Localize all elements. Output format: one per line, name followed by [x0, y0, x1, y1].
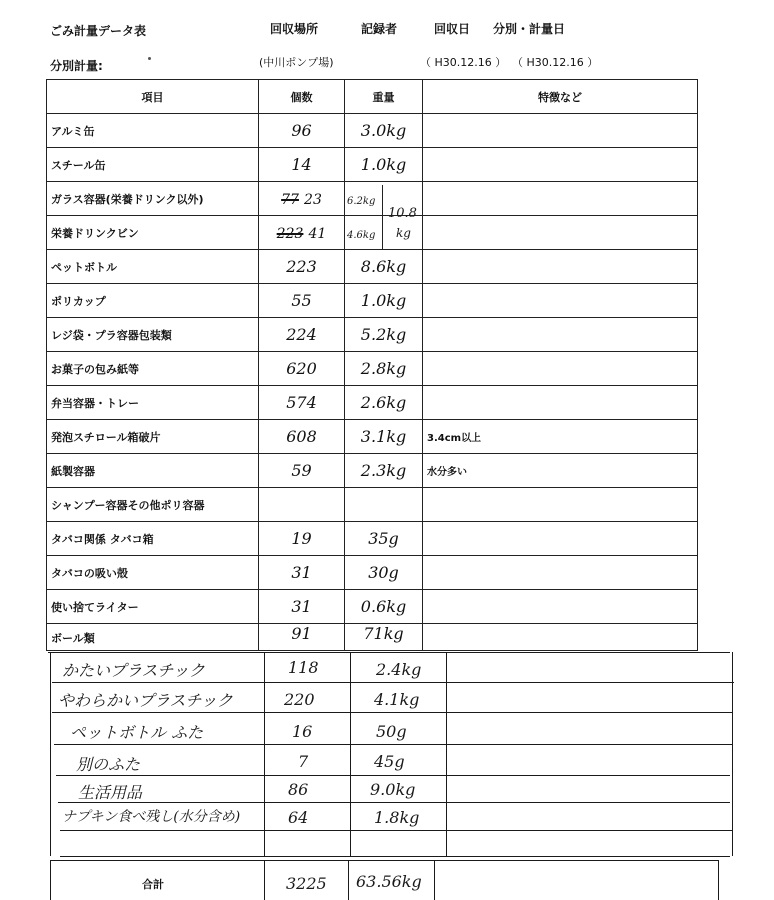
form-title: ごみ計量データ表: [50, 24, 147, 38]
row-weight: [345, 488, 423, 522]
hw-row-count: 16: [292, 722, 313, 741]
table-row: [47, 454, 698, 488]
table-row: [47, 522, 698, 556]
row-count: 620: [259, 352, 345, 386]
table-row: [47, 624, 698, 651]
row-note: 水分多い: [423, 454, 698, 488]
row-weight: 2.6kg: [345, 386, 423, 420]
row-count: 19: [259, 522, 345, 556]
row-weight: 2.8kg: [345, 352, 423, 386]
glass-total-value: 10.8: [388, 206, 417, 221]
collection-date-label: 回収日: [434, 22, 471, 36]
row-note: [423, 216, 698, 250]
table-row: [47, 318, 698, 352]
row-item: ポリカップ: [47, 284, 259, 318]
col-header-item: 項目: [47, 80, 259, 114]
row-count: 574: [259, 386, 345, 420]
table-row: [47, 148, 698, 182]
table-row: [47, 556, 698, 590]
hw-row-count: 118: [288, 658, 319, 677]
table-row: [47, 488, 698, 522]
row-weight: 5.2kg: [345, 318, 423, 352]
row-item: レジ袋・プラ容器包装類: [47, 318, 259, 352]
hw-row-item: ペットボトル ふた: [70, 723, 204, 742]
total-count: 3225: [286, 874, 327, 893]
row-count: 223: [259, 250, 345, 284]
row-note: [423, 522, 698, 556]
hw-row-item: 別のふた: [76, 755, 141, 774]
table-row: [47, 182, 698, 216]
row-note: [423, 318, 698, 352]
row-note: 3.4cm以上: [423, 420, 698, 454]
hw-row-weight: 1.8kg: [374, 808, 420, 827]
row-weight: 4.6kg: [347, 230, 376, 241]
struck-count: 77: [281, 192, 299, 208]
row-count: 96: [259, 114, 345, 148]
row-item: 栄養ドリンクビン: [47, 216, 259, 250]
hw-row-weight: 4.1kg: [374, 690, 420, 709]
hw-row-item: やわらかいプラスチック: [58, 691, 233, 710]
col-header-weight: 重量: [345, 80, 423, 114]
table-row: [47, 216, 698, 250]
table-row: [47, 284, 698, 318]
row-note: [423, 182, 698, 216]
recorder-label: 記録者: [361, 22, 398, 36]
row-item: お菓子の包み紙等: [47, 352, 259, 386]
hw-row-count: 220: [284, 690, 315, 709]
hw-row-weight: 45g: [374, 752, 405, 771]
total-label: 合計: [142, 878, 164, 891]
hw-row-item: 生活用品: [78, 783, 143, 802]
row-note: [423, 624, 698, 651]
hw-row-weight: 50g: [376, 722, 407, 741]
row-item: スチール缶: [47, 148, 259, 182]
row-weight: 35g: [345, 522, 423, 556]
row-weight: 8.6kg: [345, 250, 423, 284]
collection-date-value: （ H30.12.16 ）: [420, 56, 507, 69]
row-note: [423, 148, 698, 182]
row-item: 使い捨てライター: [47, 590, 259, 624]
row-count: 224: [259, 318, 345, 352]
row-count-corrected: [259, 182, 345, 216]
hw-row-weight: 2.4kg: [376, 660, 422, 679]
table-row: [47, 386, 698, 420]
table-row: [47, 114, 698, 148]
row-note: [423, 114, 698, 148]
data-table: [46, 79, 698, 651]
row-count: [259, 488, 345, 522]
row-item: ガラス容器(栄養ドリンク以外): [47, 182, 259, 216]
row-weight: 30g: [345, 556, 423, 590]
col-header-count: 個数: [259, 80, 345, 114]
struck-count: 223: [276, 226, 304, 242]
row-count: 91: [259, 624, 345, 651]
row-weight: 1.0kg: [345, 148, 423, 182]
hw-row-weight: 9.0kg: [370, 780, 416, 799]
row-item: 発泡スチロール箱破片: [47, 420, 259, 454]
row-item: ボール類: [47, 624, 259, 651]
row-weight: 1.0kg: [345, 284, 423, 318]
handwritten-table: [48, 652, 738, 862]
row-count: 14: [259, 148, 345, 182]
table-row: [47, 250, 698, 284]
corrected-count: 23: [304, 192, 322, 208]
row-weight: 71kg: [345, 624, 423, 651]
hw-row-count: 7: [298, 752, 309, 771]
row-note: [423, 352, 698, 386]
row-weight: 3.1kg: [345, 420, 423, 454]
row-weight: 6.2kg: [347, 196, 376, 207]
row-count-corrected: [259, 216, 345, 250]
row-count: 59: [259, 454, 345, 488]
row-item: 紙製容器: [47, 454, 259, 488]
table-row: [47, 352, 698, 386]
table-row: [47, 420, 698, 454]
table-row: [47, 590, 698, 624]
row-item: アルミ缶: [47, 114, 259, 148]
sorting-label: 分別計量:: [50, 59, 103, 73]
row-item: シャンプー容器その他ポリ容器: [47, 488, 259, 522]
row-note: [423, 488, 698, 522]
row-count: 31: [259, 590, 345, 624]
row-note: [423, 386, 698, 420]
corrected-count: 41: [308, 226, 327, 242]
collection-place-value: (中川ポンプ場): [259, 56, 334, 69]
row-count: 55: [259, 284, 345, 318]
hw-row-count: 64: [288, 808, 309, 827]
hw-row-count: 86: [288, 780, 309, 799]
row-count: 31: [259, 556, 345, 590]
speck: [148, 57, 151, 60]
hw-row-item: かたいプラスチック: [62, 661, 205, 680]
hw-row-item: ナプキン食べ残し(水分含め): [62, 809, 241, 825]
row-note: [423, 556, 698, 590]
col-header-notes: 特徴など: [423, 80, 698, 114]
row-note: [423, 590, 698, 624]
measure-date-label: 分別・計量日: [493, 22, 566, 36]
row-weight: 0.6kg: [345, 590, 423, 624]
total-weight: 63.56kg: [356, 872, 422, 891]
row-count: 608: [259, 420, 345, 454]
row-item: タバコの吸い殻: [47, 556, 259, 590]
row-item: タバコ関係 タバコ箱: [47, 522, 259, 556]
total-row: [50, 860, 720, 900]
collection-place-label: 回収場所: [270, 22, 319, 36]
row-weight: 2.3kg: [345, 454, 423, 488]
row-weight: 3.0kg: [345, 114, 423, 148]
table-header-row: [47, 80, 698, 114]
row-note: [423, 284, 698, 318]
measure-date-value: （ H30.12.16 ）: [512, 56, 599, 69]
row-note: [423, 250, 698, 284]
row-item: 弁当容器・トレー: [47, 386, 259, 420]
row-item: ペットボトル: [47, 250, 259, 284]
glass-total-unit: kg: [396, 226, 411, 240]
